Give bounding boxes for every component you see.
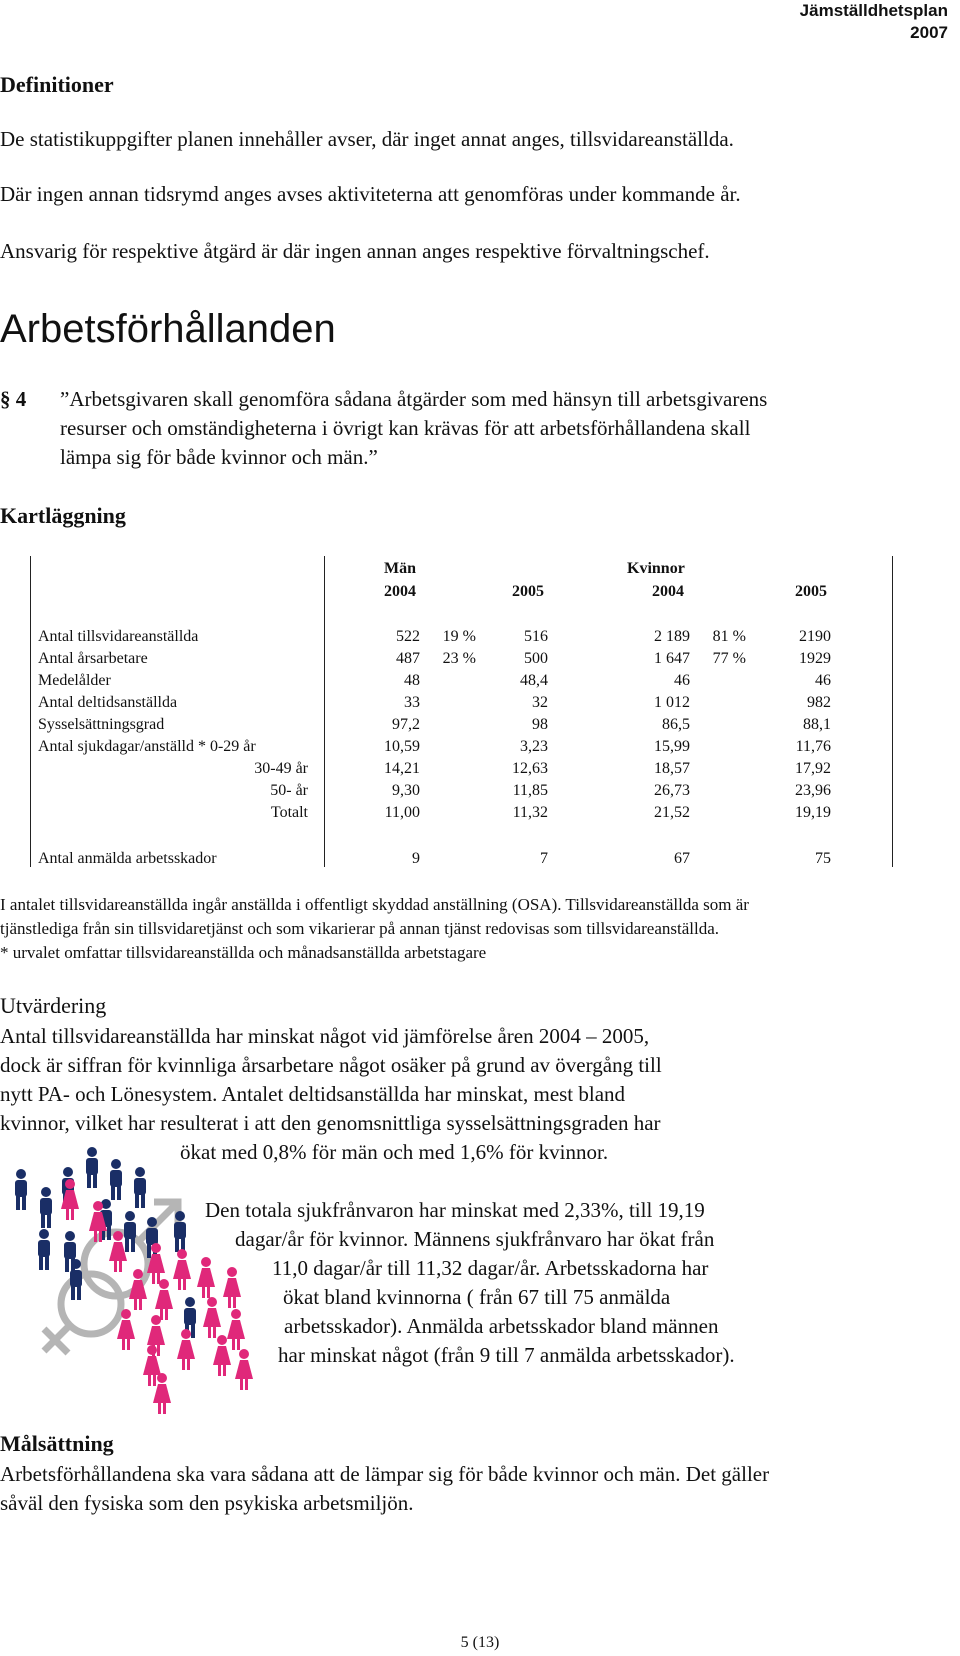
utvardering-line: dock är siffran för kvinnliga årsarbetare något osäker på grund av övergång till [0, 1053, 662, 1077]
table-note: tjänstlediga från sin tillsvidaretjänst och som vikarierar på annan tjänst redovisas som tillsvidareanställda. [0, 919, 720, 938]
table-cell: 19,19 [795, 804, 831, 821]
table-cell: 32 [532, 694, 548, 711]
table-cell: 11,76 [795, 738, 831, 755]
table-cell: 75 [815, 850, 831, 867]
table-border-left [30, 556, 31, 867]
woman-figure [213, 1335, 231, 1376]
table-cell: 26,73 [654, 782, 690, 799]
malsattning-line: såväl den fysiska som den psykiska arbetsmiljön. [0, 1491, 414, 1515]
table-cell: 516 [524, 628, 548, 645]
quote-line: resurser och omständigheterna i övrigt kan krävas för att arbetsförhållandena skall [60, 416, 751, 440]
table-cell: 18,57 [654, 760, 690, 777]
table-border-right [892, 556, 893, 867]
table-cell: 2 189 [654, 628, 690, 645]
table-cell: 21,52 [654, 804, 690, 821]
table-cell: 46 [674, 672, 690, 689]
statistics-table [30, 556, 892, 867]
table-cell: 982 [807, 694, 831, 711]
table-cell: 88,1 [803, 716, 831, 733]
table-cell: 48,4 [520, 672, 548, 689]
table-footnote: * urvalet omfattar tillsvidareanställda och månadsanställda arbetstagare [0, 943, 487, 962]
woman-figure [235, 1349, 253, 1390]
table-row-label: Antal sjukdagar/anställd * 0-29 år [38, 738, 256, 755]
malsattning-line: Arbetsförhållandena ska vara sådana att de lämpar sig för både kvinnor och män. Det gäller [0, 1462, 770, 1486]
table-cell: 11,32 [512, 804, 548, 821]
sick-leave-line: har minskat något (från 9 till 7 anmälda arbetsskador). [278, 1343, 735, 1367]
table-cell: 86,5 [662, 716, 690, 733]
page-header [800, 0, 948, 44]
table-cell: 48 [404, 672, 420, 689]
man-figure [174, 1211, 186, 1252]
utvardering-heading: Utvärdering [0, 993, 107, 1018]
table-row-label: Totalt [270, 804, 308, 821]
table-row-label: Antal deltidsanställda [38, 694, 178, 711]
document-year: 2007 [910, 23, 948, 42]
utvardering-line: Antal tillsvidareanställda har minskat något vid jämförelse åren 2004 – 2005, [0, 1024, 650, 1048]
woman-figure [227, 1309, 245, 1350]
man-figure [134, 1167, 146, 1208]
table-cell: 2190 [799, 628, 831, 645]
table-cell: 19 % [442, 628, 476, 645]
table-row-label: 30-49 år [254, 760, 308, 777]
group-header-women: Kvinnor [627, 560, 685, 577]
table-cell: 17,92 [795, 760, 831, 777]
group-header-men: Män [384, 560, 416, 577]
quote-line: lämpa sig för både kvinnor och män.” [60, 445, 378, 469]
woman-figure [155, 1279, 173, 1320]
table-cell: 23,96 [795, 782, 831, 799]
man-figure [110, 1159, 122, 1200]
table-note: I antalet tillsvidareanställda ingår anställda i offentligt skyddad anställning (OSA). Tillsvidareanställda som är [0, 895, 749, 914]
woman-figure [173, 1249, 191, 1290]
page-number: 5 (13) [460, 1634, 500, 1651]
sick-leave-line: dagar/år för kvinnor. Männens sjukfrånvaro har ökat från [235, 1227, 715, 1251]
sick-leave-line: Den totala sjukfrånvaron har minskat med 2,33%, till 19,19 [205, 1198, 705, 1222]
law-quote [60, 385, 910, 472]
table-cell: 7 [540, 850, 548, 867]
paragraph-number: § 4 [0, 387, 27, 411]
table-cell: 522 [396, 628, 420, 645]
sick-leave-line: 11,0 dagar/år till 11,32 dagar/år. Arbetsskadorna har [272, 1256, 709, 1280]
year-header: 2005 [512, 583, 544, 600]
woman-figure [203, 1297, 221, 1338]
table-cell: 81 % [712, 628, 746, 645]
man-figure [38, 1229, 50, 1270]
definition-line: De statistikuppgifter planen innehåller avser, där inget annat anges, tillsvidareanställda. [0, 127, 734, 151]
utvardering-line: kvinnor, vilket har resulterat i att den genomsnittliga sysselsättningsgraden har [0, 1111, 661, 1135]
woman-figure [223, 1267, 241, 1308]
table-cell: 1929 [799, 650, 831, 667]
table-row-label: Antal tillsvidareanställda [38, 628, 199, 645]
kartlaggning-heading: Kartläggning [0, 503, 126, 528]
utvardering-line: nytt PA- och Lönesystem. Antalet deltidsanställda har minskat, mest bland [0, 1082, 626, 1106]
table-cell: 500 [524, 650, 548, 667]
quote-line: ”Arbetsgivaren skall genomföra sådana åtgärder som med hänsyn till arbetsgivarens [60, 387, 768, 411]
table-cell: 3,23 [520, 738, 548, 755]
section-title: Arbetsförhållanden [0, 307, 336, 351]
table-row-label: Antal anmälda arbetsskador [38, 850, 217, 867]
utvardering-line: ökat med 0,8% för män och med 1,6% för kvinnor. [180, 1140, 609, 1164]
table-cell: 12,63 [512, 760, 548, 777]
table-cell: 9 [412, 850, 420, 867]
table-cell: 1 012 [654, 694, 690, 711]
table-row-label: Sysselsättningsgrad [38, 716, 165, 733]
table-cell: 77 % [712, 650, 746, 667]
woman-figure [197, 1257, 215, 1298]
table-cell: 487 [396, 650, 420, 667]
table-cell: 67 [674, 850, 690, 867]
table-cell: 98 [532, 716, 548, 733]
table-cell: 1 647 [654, 650, 690, 667]
table-cell: 11,00 [384, 804, 420, 821]
table-cell: 9,30 [392, 782, 420, 799]
table-row-label: Antal årsarbetare [38, 650, 148, 667]
year-header: 2004 [384, 583, 416, 600]
man-figure [70, 1259, 82, 1300]
sick-leave-line: ökat bland kvinnorna ( från 67 till 75 anmälda [283, 1285, 671, 1309]
table-cell: 33 [404, 694, 420, 711]
law-paragraph [0, 385, 920, 475]
table-cell: 14,21 [384, 760, 420, 777]
year-header: 2004 [652, 583, 684, 600]
table-cell: 46 [815, 672, 831, 689]
table-cell: 15,99 [654, 738, 690, 755]
document-title: Jämställdhetsplan [799, 1, 948, 20]
man-figure [40, 1187, 52, 1228]
man-figure [15, 1169, 27, 1210]
table-cell: 97,2 [392, 716, 420, 733]
table-cell: 11,85 [512, 782, 548, 799]
gender-people-icon [6, 1144, 256, 1434]
table-row-label: 50- år [270, 782, 308, 799]
year-header: 2005 [795, 583, 827, 600]
malsattning-text [0, 1460, 769, 1518]
definitions-heading: Definitioner [0, 72, 114, 97]
sick-leave-line: arbetsskador). Anmälda arbetsskador bland männen [284, 1314, 719, 1338]
definition-line: Där ingen annan tidsrymd anges avses aktiviteterna att genomföras under kommande år. [0, 182, 741, 206]
man-figure [124, 1211, 136, 1252]
table-cell: 10,59 [384, 738, 420, 755]
table-cell: 23 % [442, 650, 476, 667]
definition-line: Ansvarig för respektive åtgärd är där ingen annan anges respektive förvaltningschef. [0, 239, 710, 263]
table-row-label: Medelålder [38, 672, 111, 689]
man-figure [86, 1147, 98, 1188]
malsattning-heading: Målsättning [0, 1431, 114, 1456]
